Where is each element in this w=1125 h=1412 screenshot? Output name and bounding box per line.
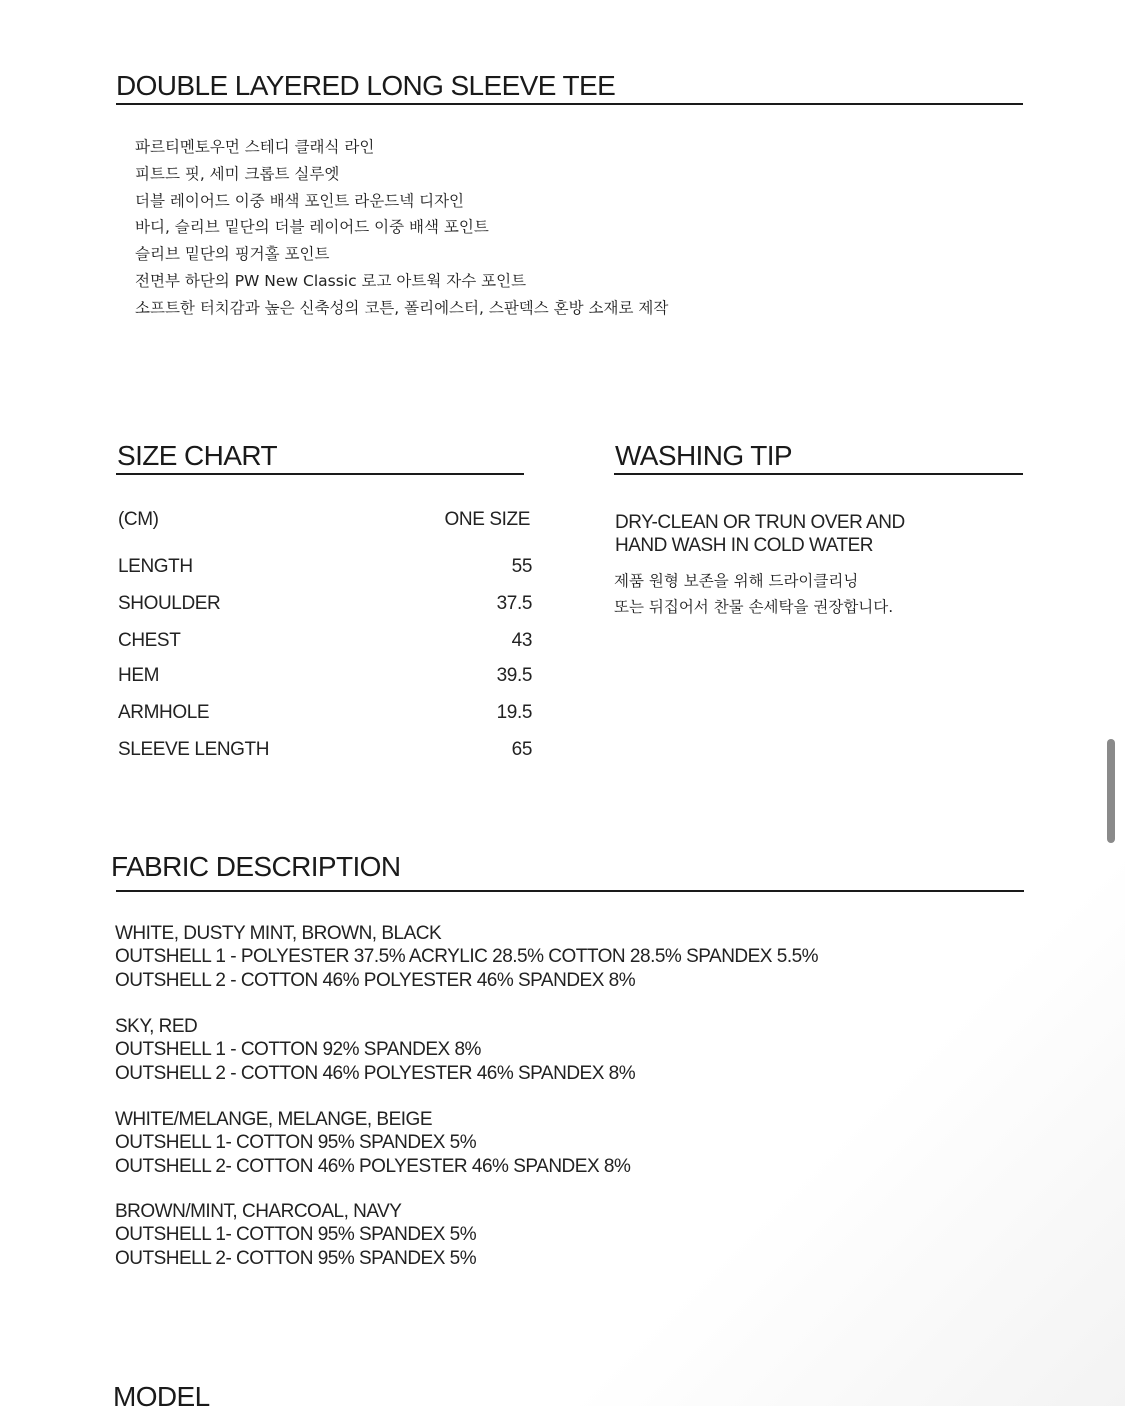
washing-tip-line: 또는 뒤집어서 찬물 손세탁을 권장합니다. <box>614 598 894 616</box>
size-row-chest <box>118 630 532 654</box>
fabric-group <box>115 1108 630 1178</box>
fabric-group <box>115 1200 476 1270</box>
size-label: ONE SIZE <box>444 509 530 530</box>
size-row-length <box>118 556 532 580</box>
fabric-outshell-2: OUTSHELL 2 - COTTON 46% POLYESTER 46% SPANDEX 8% <box>115 969 636 991</box>
feature-item: 파르티멘토우먼 스테디 클래식 라인 <box>135 138 375 156</box>
washing-tip-divider <box>614 473 1023 475</box>
size-row-value: 19.5 <box>496 702 532 723</box>
fabric-group <box>115 922 818 992</box>
size-row-label: CHEST <box>118 630 181 651</box>
size-row-value: 65 <box>511 739 532 760</box>
washing-tip-korean <box>614 568 893 620</box>
size-row-value: 37.5 <box>496 593 532 614</box>
title-divider <box>116 103 1023 105</box>
scrollbar-thumb[interactable] <box>1107 739 1115 843</box>
fabric-group <box>115 1015 635 1085</box>
size-row-armhole <box>118 702 532 726</box>
washing-tip-line: DRY-CLEAN OR TRUN OVER AND <box>615 512 905 533</box>
fabric-outshell-1: OUTSHELL 1- COTTON 95% SPANDEX 5% <box>115 1132 477 1154</box>
model-heading: MODEL <box>113 1381 210 1412</box>
feature-item: 전면부 하단의 PW New Classic 로고 아트웍 자수 포인트 <box>135 271 527 290</box>
washing-tip-line: HAND WASH IN COLD WATER <box>615 535 874 556</box>
washing-tip-english <box>615 511 905 557</box>
fabric-outshell-1: OUTSHELL 1 - COTTON 92% SPANDEX 8% <box>115 1039 481 1061</box>
feature-list <box>135 134 668 322</box>
fabric-outshell-2: OUTSHELL 2- COTTON 46% POLYESTER 46% SPANDEX 8% <box>115 1155 631 1177</box>
product-title: DOUBLE LAYERED LONG SLEEVE TEE <box>116 70 616 101</box>
fabric-outshell-1: OUTSHELL 1- COTTON 95% SPANDEX 5% <box>115 1224 477 1246</box>
fabric-divider <box>116 890 1024 892</box>
size-row-label: SHOULDER <box>118 593 221 614</box>
size-row-shoulder <box>118 593 532 617</box>
fabric-colors: SKY, RED <box>115 1016 198 1037</box>
size-row-value: 39.5 <box>496 665 532 686</box>
size-row-label: ARMHOLE <box>118 702 210 723</box>
size-row-hem <box>118 665 532 689</box>
washing-tip-heading: WASHING TIP <box>615 440 792 471</box>
feature-item: 더블 레이어드 이중 배색 포인트 라운드넥 디자인 <box>135 191 465 210</box>
feature-item: 바디, 슬리브 밑단의 더블 레이어드 이중 배색 포인트 <box>135 218 489 237</box>
feature-item: 피트드 핏, 세미 크롭트 실루엣 <box>135 164 340 183</box>
size-row-sleeve-length <box>118 739 532 763</box>
unit-label: (CM) <box>118 509 159 530</box>
fabric-colors: WHITE, DUSTY MINT, BROWN, BLACK <box>115 923 442 944</box>
size-row-value: 55 <box>511 556 532 577</box>
fabric-colors: BROWN/MINT, CHARCOAL, NAVY <box>115 1201 402 1222</box>
fabric-colors: WHITE/MELANGE, MELANGE, BEIGE <box>115 1109 433 1130</box>
fabric-outshell-1: OUTSHELL 1 - POLYESTER 37.5% ACRYLIC 28.5% COTTON 28.5% SPANDEX 5.5% <box>115 946 819 968</box>
size-row-value: 43 <box>511 630 532 651</box>
size-chart-header-row <box>118 509 530 533</box>
fabric-outshell-2: OUTSHELL 2 - COTTON 46% POLYESTER 46% SPANDEX 8% <box>115 1062 636 1084</box>
fabric-description-heading: FABRIC DESCRIPTION <box>111 851 401 882</box>
fabric-outshell-2: OUTSHELL 2- COTTON 95% SPANDEX 5% <box>115 1247 477 1269</box>
size-row-label: HEM <box>118 665 160 686</box>
size-chart-heading: SIZE CHART <box>117 440 277 471</box>
size-row-label: SLEEVE LENGTH <box>118 739 270 760</box>
size-row-label: LENGTH <box>118 556 193 577</box>
washing-tip-line: 제품 원형 보존을 위해 드라이클리닝 <box>614 572 859 590</box>
feature-item: 소프트한 터치감과 높은 신축성의 코튼, 폴리에스터, 스판덱스 혼방 소재로 제작 <box>135 298 669 317</box>
size-chart-divider <box>116 473 524 475</box>
feature-item: 슬리브 밑단의 핑거홀 포인트 <box>135 245 330 264</box>
